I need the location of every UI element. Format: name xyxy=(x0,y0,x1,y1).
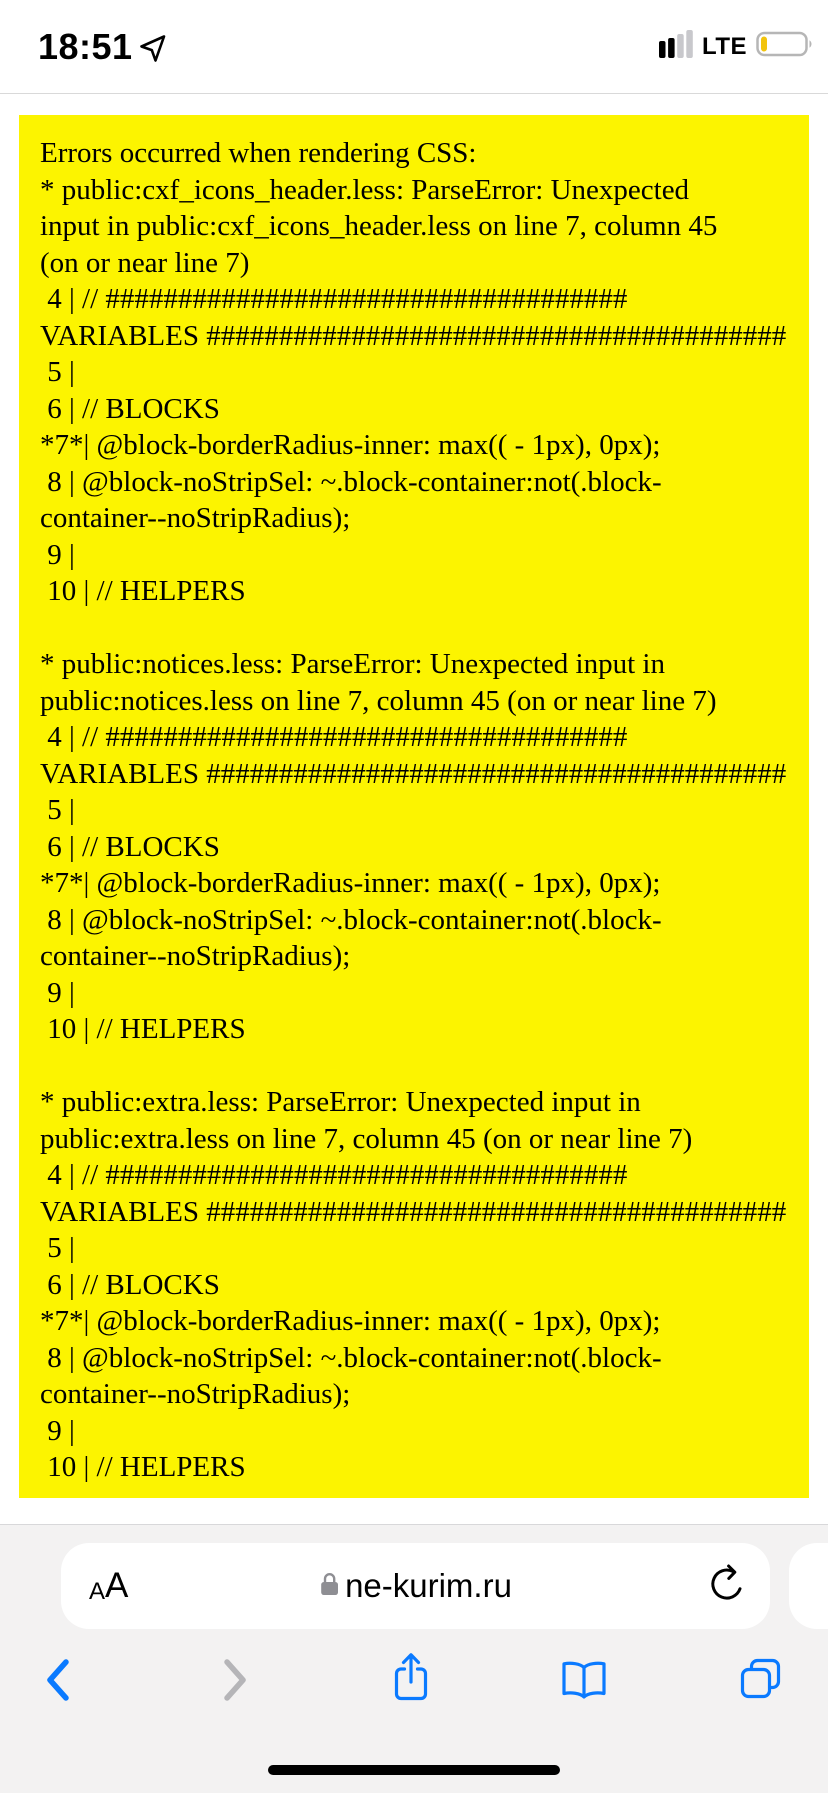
text-size-label-small: A xyxy=(89,1578,106,1605)
error-line: VARIABLES ######################################## xyxy=(40,319,787,352)
bookmarks-icon xyxy=(560,1689,608,1704)
error-line: 4 | // #################################### xyxy=(40,1159,628,1191)
error-line: VARIABLES ######################################## xyxy=(40,757,787,790)
location-arrow-icon xyxy=(138,33,168,68)
error-line: 9 | xyxy=(40,1414,75,1447)
error-line xyxy=(40,1048,795,1085)
error-line: container--noStripRadius); xyxy=(40,502,351,534)
back-button[interactable] xyxy=(45,1658,71,1702)
error-line: 9 | xyxy=(40,976,75,1009)
lock-icon xyxy=(319,1570,340,1602)
error-line: 9 | xyxy=(40,538,75,571)
safari-bottom-bar xyxy=(0,1524,828,1793)
error-line: 6 | // BLOCKS xyxy=(40,392,220,425)
error-line: 6 | // BLOCKS xyxy=(40,1268,220,1301)
share-button[interactable] xyxy=(391,1651,431,1703)
error-line: container--noStripRadius); xyxy=(40,940,351,972)
error-line: input in public:cxf_icons_header.less on line 7, column 45 xyxy=(40,210,718,242)
error-line xyxy=(40,610,795,647)
error-line: public:extra.less on line 7, column 45 (on or near line 7) xyxy=(40,1122,693,1155)
error-line: Errors occurred when rendering CSS: xyxy=(40,137,477,169)
site-domain xyxy=(319,1567,512,1605)
error-line: 10 | // HELPERS xyxy=(40,575,246,607)
forward-button[interactable] xyxy=(222,1658,248,1702)
reload-button[interactable] xyxy=(702,1543,750,1629)
error-line: *7*| @block-borderRadius-inner: max(( - 1px), 0px); xyxy=(40,429,661,461)
css-error-box xyxy=(19,115,809,1498)
error-line: 6 | // BLOCKS xyxy=(40,830,220,863)
forward-icon xyxy=(222,1690,248,1705)
error-line: * public:notices.less: ParseError: Unexpected input in xyxy=(40,648,665,680)
error-line: 5 | xyxy=(40,1232,75,1264)
bookmarks-button[interactable] xyxy=(560,1659,608,1701)
error-line: * public:cxf_icons_header.less: ParseError: Unexpected xyxy=(40,173,690,206)
error-line: public:notices.less on line 7, column 45 (on or near line 7) xyxy=(40,684,717,717)
error-line: 10 | // HELPERS xyxy=(40,1013,246,1045)
reload-icon xyxy=(706,1563,746,1610)
error-line: 8 | @block-noStripSel: ~.block-container:not(.block- xyxy=(40,1341,662,1374)
status-indicators xyxy=(659,30,814,63)
error-line: 8 | @block-noStripSel: ~.block-container:not(.block- xyxy=(40,903,662,936)
tabs-icon xyxy=(738,1690,784,1705)
domain-label: ne-kurim.ru xyxy=(345,1567,512,1604)
error-line: container--noStripRadius); xyxy=(40,1378,351,1410)
error-line: VARIABLES ######################################## xyxy=(40,1195,787,1228)
network-type-label: LTE xyxy=(701,32,747,60)
home-indicator[interactable] xyxy=(268,1765,560,1775)
tabs-button[interactable] xyxy=(738,1656,784,1702)
back-icon xyxy=(45,1690,71,1705)
text-size-label-large: A xyxy=(105,1566,129,1605)
web-page-content xyxy=(0,94,828,1524)
error-line: 5 | xyxy=(40,356,75,388)
error-line: 4 | // #################################### xyxy=(40,283,628,315)
error-line: 5 | xyxy=(40,794,75,826)
error-line: 4 | // #################################### xyxy=(40,721,628,753)
status-time: 18:51 xyxy=(38,26,133,67)
error-line: 8 | @block-noStripSel: ~.block-container:not(.block- xyxy=(40,465,662,498)
error-line: (on or near line 7) xyxy=(40,246,250,279)
error-line: 10 | // HELPERS xyxy=(40,1451,246,1483)
error-line: *7*| @block-borderRadius-inner: max(( - 1px), 0px); xyxy=(40,1305,661,1337)
text-size-button[interactable] xyxy=(83,1543,134,1629)
next-tab-preview[interactable] xyxy=(789,1543,828,1629)
cellular-signal-icon xyxy=(659,30,693,63)
address-bar[interactable] xyxy=(61,1543,770,1629)
status-bar xyxy=(0,0,828,94)
error-line: *7*| @block-borderRadius-inner: max(( - 1px), 0px); xyxy=(40,867,661,899)
error-line: * public:extra.less: ParseError: Unexpected input in xyxy=(40,1086,641,1118)
share-icon xyxy=(391,1691,431,1706)
battery-icon xyxy=(756,30,814,63)
